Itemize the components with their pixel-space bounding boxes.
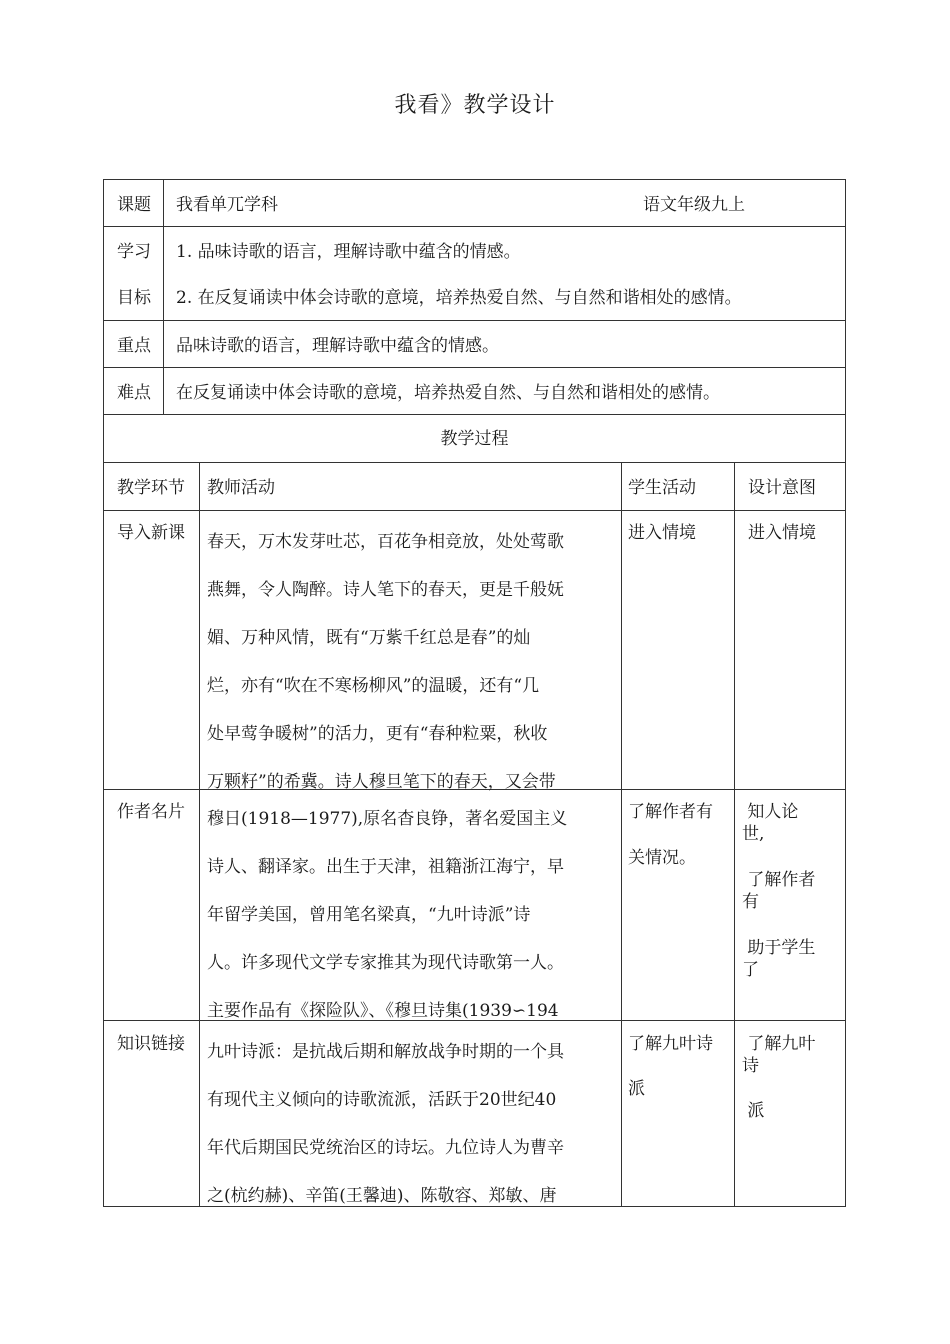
teacher-activity-cell: [207, 518, 619, 806]
text-line: 人。许多现代文学专家推其为现代诗歌第一人。: [207, 953, 564, 973]
design-intent-line: 助于学生: [742, 938, 816, 958]
design-intent-line: 知人论: [742, 802, 799, 822]
teacher-activity-cell: [207, 1028, 619, 1220]
column-header-stage: 教学环节: [117, 478, 185, 498]
student-activity-line: 了解九叶诗: [628, 1034, 713, 1054]
text-line: 处早莺争暖树”的活力，更有“春种粒粟，秋收: [207, 724, 548, 744]
design-intent-line: 了解九叶: [742, 1034, 816, 1054]
process-header: 教学过程: [440, 429, 509, 449]
text-line: 媚、万种风情，既有“万紫千红总是春”的灿: [207, 628, 531, 648]
topic-grade: 语文年级九上: [643, 195, 745, 215]
student-activity-line: 了解作者有: [628, 802, 713, 822]
student-activity-line: 派: [628, 1079, 645, 1099]
student-activity-line: 关情况。: [628, 848, 696, 868]
difficulty-label: 难点: [117, 383, 151, 403]
objectives-label-1: 学习: [117, 242, 151, 262]
stage-cell: 知识链接: [117, 1034, 185, 1054]
text-line: 万颗籽”的希冀。诗人穆旦笔下的春天，又会带: [207, 772, 556, 792]
design-intent-line: 了: [742, 960, 759, 980]
topic-label: 课题: [117, 195, 151, 215]
column-header-student: 学生活动: [628, 478, 696, 498]
design-intent-line: 诗: [742, 1056, 759, 1076]
student-activity-cell: 进入情境: [628, 523, 696, 543]
column-header-intent: 设计意图: [748, 478, 816, 498]
stage-cell: 作者名片: [117, 802, 185, 822]
key-point-value: 品味诗歌的语言，理解诗歌中蕴含的情感。: [176, 336, 499, 356]
text-line: 年代后期国民党统治区的诗坛。九位诗人为曹辛: [207, 1138, 564, 1158]
text-line: 燕舞，令人陶醉。诗人笔下的春天，更是千般妩: [207, 580, 564, 600]
column-header-teacher: 教师活动: [207, 478, 275, 498]
objective-item-2: 2. 在反复诵读中体会诗歌的意境，培养热爱自然、与自然和谐相处的感情。: [176, 288, 742, 308]
key-point-label: 重点: [117, 336, 151, 356]
topic-value: 我看单兀学科: [176, 195, 278, 215]
design-intent-line: 有: [742, 892, 759, 912]
text-line: 烂，亦有“吹在不寒杨柳风”的温暖，还有“几: [207, 676, 540, 696]
document-title: 我看》教学设计: [394, 93, 556, 118]
text-line: 年留学美国，曾用笔名梁真，“九叶诗派”诗: [207, 905, 531, 925]
text-line: 穆日(1918—1977),原名杳良铮，著名爱国主义: [207, 809, 568, 829]
difficulty-value: 在反复诵读中体会诗歌的意境，培养热爱自然、与自然和谐相处的感情。: [176, 383, 720, 403]
text-line: 有现代主义倾向的诗歌流派，活跃于20世纪40: [207, 1090, 557, 1110]
text-line: 主要作品有《探险队》、《穆旦诗集(1939∽194: [207, 1001, 559, 1021]
design-intent-line: 了解作者: [742, 870, 816, 890]
design-intent-line: 派: [742, 1101, 765, 1121]
objectives-label-2: 目标: [117, 288, 151, 308]
text-line: 九叶诗派：是抗战后期和解放战争时期的一个具: [207, 1042, 564, 1062]
design-intent-line: 世,: [742, 824, 765, 844]
text-line: 春天，万木发芽吐芯，百花争相竞放，处处莺歌: [207, 532, 564, 552]
stage-cell: 导入新课: [117, 523, 185, 543]
text-line: 诗人、翻译家。出生于天津，祖籍浙江海宁，早: [207, 857, 564, 877]
text-line: 之(杭约赫)、辛笛(王馨迪)、陈敬容、郑敏、唐: [207, 1186, 557, 1206]
objective-item-1: 1. 品味诗歌的语言，理解诗歌中蕴含的情感。: [176, 242, 521, 262]
teacher-activity-cell: [207, 795, 619, 1035]
design-intent-cell: 进入情境: [748, 523, 816, 543]
